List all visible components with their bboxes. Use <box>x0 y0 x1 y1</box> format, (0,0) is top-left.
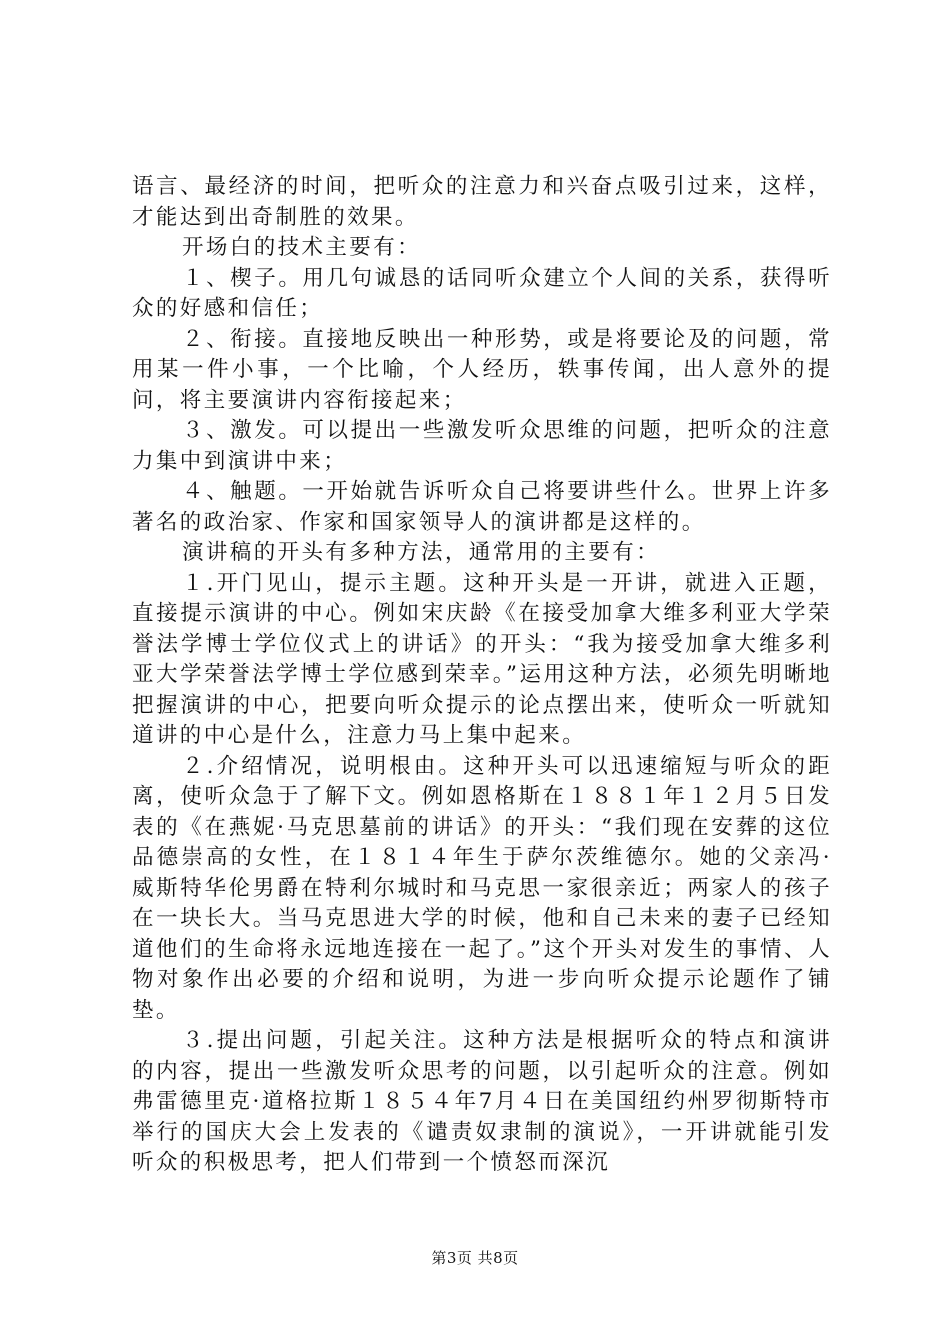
paragraph-7: 演讲稿的开头有多种方法，通常用的主要有： <box>182 540 661 565</box>
paragraph-2: 开场白的技术主要有： <box>182 235 422 260</box>
paragraph-4: ２、衔接。直接地反映出一种形势，或是将要论及的问题，常用某一件小事，一个比喻，个人经历，轶事传闻，出人意外的提问，将主要演讲内容衔接起来； <box>132 326 832 413</box>
paragraph-8: １.开门见山，提示主题。这种开头是一开讲，就进入正题，直接提示演讲的中心。例如宋庆龄《在接受加拿大维多利亚大学荣誉法学博士学位仪式上的讲话》的开头：“我为接受加拿大维多利亚大学荣誉法学博士学位感到荣幸。”运用这种方法，必须先明晰地把握演讲的中心，把要向听众提示的论点摆出来，使听众一听就知道讲的中心是什么，注意力马上集中起来。 <box>132 570 832 748</box>
paragraph-9: ２.介绍情况，说明根由。这种开头可以迅速缩短与听众的距离，使听众急于了解下文。例如恩格斯在１８８１年１２月５日发表的《在燕妮·马克思墓前的讲话》的开头：“我们现在安葬的这位品德崇高的女性，在１８１４年生于萨尔茨维德尔。她的父亲冯·威斯特华伦男爵在特利尔城时和马克思一家很亲近；两家人的孩子在一块长大。当马克思进大学的时候，他和自己未来的妻子已经知道他们的生命将永远地连接在一起了。”这个开头对发生的事情、人物对象作出必要的介绍和说明，为进一步向听众提示论题作了铺垫。 <box>132 753 832 1023</box>
paragraph-1: 语言、最经济的时间，把听众的注意力和兴奋点吸引过来，这样，才能达到出奇制胜的效果。 <box>132 174 832 230</box>
paragraph-10: ３.提出问题，引起关注。这种方法是根据听众的特点和演讲的内容，提出一些激发听众思考的问题，以引起听众的注意。例如弗雷德里克·道格拉斯１８５４年7月４日在美国纽约州罗彻斯特市举行的国庆大会上发表的《谴责奴隶制的演说》，一开讲就能引发听众的积极思考，把人们带到一个愤怒而深沉 <box>132 1028 832 1175</box>
page-footer: 第3页 共8页 <box>431 1249 519 1267</box>
document-body <box>132 172 832 1179</box>
paragraph-6: ４、触题。一开始就告诉听众自己将要讲些什么。世界上许多著名的政治家、作家和国家领导人的演讲都是这样的。 <box>132 479 832 535</box>
paragraph-3: １、楔子。用几句诚恳的话同听众建立个人间的关系，获得听众的好感和信任； <box>132 265 832 321</box>
paragraph-5: ３、激发。可以提出一些激发听众思维的问题，把听众的注意力集中到演讲中来； <box>132 418 832 474</box>
